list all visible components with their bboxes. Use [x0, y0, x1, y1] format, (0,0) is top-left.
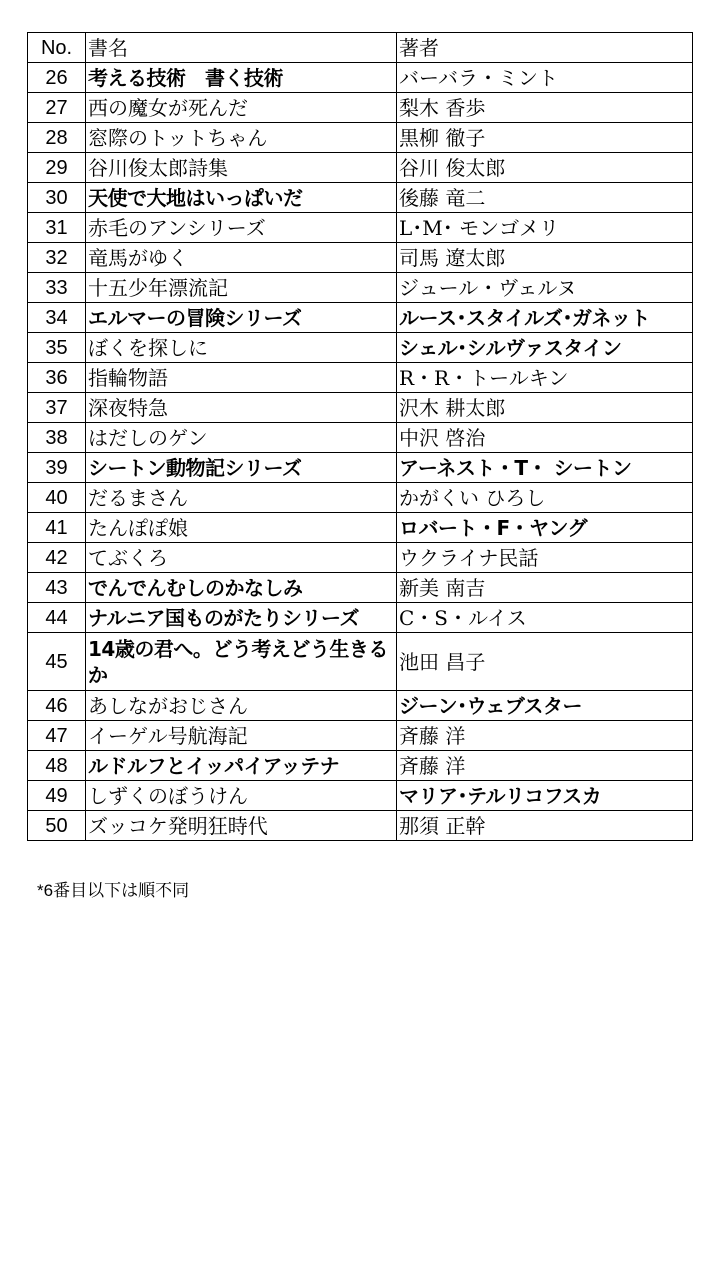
- book-title: だるまさん: [86, 483, 397, 513]
- book-number: 44: [28, 603, 86, 633]
- book-author: ルース･スタイルズ･ガネット: [397, 303, 693, 333]
- book-title: 天使で大地はいっぱいだ: [86, 183, 397, 213]
- book-author: R・R・トールキン: [397, 363, 693, 393]
- book-author: ジュール・ヴェルヌ: [397, 273, 693, 303]
- book-number: 35: [28, 333, 86, 363]
- table-row: [28, 363, 693, 393]
- book-author: 谷川 俊太郎: [397, 153, 693, 183]
- footnote: *6番目以下は順不同: [37, 881, 190, 900]
- book-number: 49: [28, 781, 86, 811]
- book-number: 28: [28, 123, 86, 153]
- table-row: [28, 603, 693, 633]
- table-row: [28, 721, 693, 751]
- book-title: ズッコケ発明狂時代: [86, 811, 397, 841]
- table-row: [28, 573, 693, 603]
- book-title: あしながおじさん: [86, 691, 397, 721]
- book-title: 窓際のトットちゃん: [86, 123, 397, 153]
- book-number: 40: [28, 483, 86, 513]
- book-author: かがくい ひろし: [397, 483, 693, 513]
- book-author: 新美 南吉: [397, 573, 693, 603]
- table-row: [28, 63, 693, 93]
- book-number: 47: [28, 721, 86, 751]
- book-author: ジーン･ウェブスター: [397, 691, 693, 721]
- table-header-row: [28, 33, 693, 63]
- table-row: [28, 243, 693, 273]
- book-number: 26: [28, 63, 86, 93]
- header-author: 著者: [397, 33, 693, 63]
- table-row: [28, 273, 693, 303]
- table-row: [28, 423, 693, 453]
- book-number: 36: [28, 363, 86, 393]
- book-author: アーネスト・T・ シートン: [397, 453, 693, 483]
- table-row: [28, 393, 693, 423]
- book-title: でんでんむしのかなしみ: [86, 573, 397, 603]
- book-number: 32: [28, 243, 86, 273]
- table-row: [28, 453, 693, 483]
- book-title: たんぽぽ娘: [86, 513, 397, 543]
- book-number: 31: [28, 213, 86, 243]
- table-row: [28, 483, 693, 513]
- header-title: 書名: [86, 33, 397, 63]
- book-number: 46: [28, 691, 86, 721]
- table-row: [28, 153, 693, 183]
- table-row: [28, 811, 693, 841]
- table-row: [28, 303, 693, 333]
- book-author: L･M･ モンゴメリ: [397, 213, 693, 243]
- table-row: [28, 213, 693, 243]
- book-number: 33: [28, 273, 86, 303]
- book-number: 43: [28, 573, 86, 603]
- table-row: [28, 333, 693, 363]
- book-number: 27: [28, 93, 86, 123]
- table-row: [28, 123, 693, 153]
- book-number: 39: [28, 453, 86, 483]
- book-title: 谷川俊太郎詩集: [86, 153, 397, 183]
- book-author: 那須 正幹: [397, 811, 693, 841]
- book-title: ルドルフとイッパイアッテナ: [86, 751, 397, 781]
- table-row: [28, 781, 693, 811]
- book-author: 斉藤 洋: [397, 721, 693, 751]
- book-author: ウクライナ民話: [397, 543, 693, 573]
- book-number: 37: [28, 393, 86, 423]
- book-title: シートン動物記シリーズ: [86, 453, 397, 483]
- book-title: 竜馬がゆく: [86, 243, 397, 273]
- table-row: [28, 93, 693, 123]
- book-title: 指輪物語: [86, 363, 397, 393]
- table-row: [28, 543, 693, 573]
- table-row: [28, 183, 693, 213]
- book-author: 斉藤 洋: [397, 751, 693, 781]
- book-author: マリア･テルリコフスカ: [397, 781, 693, 811]
- book-author: シェル･シルヴァスタイン: [397, 333, 693, 363]
- table-row: [28, 633, 693, 691]
- book-number: 41: [28, 513, 86, 543]
- book-title: エルマーの冒険シリーズ: [86, 303, 397, 333]
- book-author: 梨木 香歩: [397, 93, 693, 123]
- book-number: 38: [28, 423, 86, 453]
- book-title: イーゲル号航海記: [86, 721, 397, 751]
- book-number: 34: [28, 303, 86, 333]
- book-title: 14歳の君へ。どう考えどう生きるか: [86, 633, 397, 691]
- book-title: 赤毛のアンシリーズ: [86, 213, 397, 243]
- book-title: 西の魔女が死んだ: [86, 93, 397, 123]
- book-author: C・S・ルイス: [397, 603, 693, 633]
- header-no: No.: [28, 33, 86, 63]
- book-number: 50: [28, 811, 86, 841]
- book-author: バーバラ・ミント: [397, 63, 693, 93]
- book-title: ナルニア国ものがたりシリーズ: [86, 603, 397, 633]
- book-author: 池田 昌子: [397, 633, 693, 691]
- book-number: 45: [28, 633, 86, 691]
- book-title: 深夜特急: [86, 393, 397, 423]
- book-title: 十五少年漂流記: [86, 273, 397, 303]
- book-author: ロバート・F・ヤング: [397, 513, 693, 543]
- book-title: ぼくを探しに: [86, 333, 397, 363]
- book-author: 中沢 啓治: [397, 423, 693, 453]
- book-number: 48: [28, 751, 86, 781]
- book-author: 司馬 遼太郎: [397, 243, 693, 273]
- table-row: [28, 691, 693, 721]
- book-number: 29: [28, 153, 86, 183]
- table-row: [28, 513, 693, 543]
- book-title: はだしのゲン: [86, 423, 397, 453]
- book-number: 42: [28, 543, 86, 573]
- book-author: 黒柳 徹子: [397, 123, 693, 153]
- book-title: しずくのぼうけん: [86, 781, 397, 811]
- book-list-table: [27, 32, 693, 841]
- book-title: てぶくろ: [86, 543, 397, 573]
- table-row: [28, 751, 693, 781]
- table-body: [28, 63, 693, 841]
- book-author: 沢木 耕太郎: [397, 393, 693, 423]
- book-number: 30: [28, 183, 86, 213]
- book-author: 後藤 竜二: [397, 183, 693, 213]
- book-title: 考える技術 書く技術: [86, 63, 397, 93]
